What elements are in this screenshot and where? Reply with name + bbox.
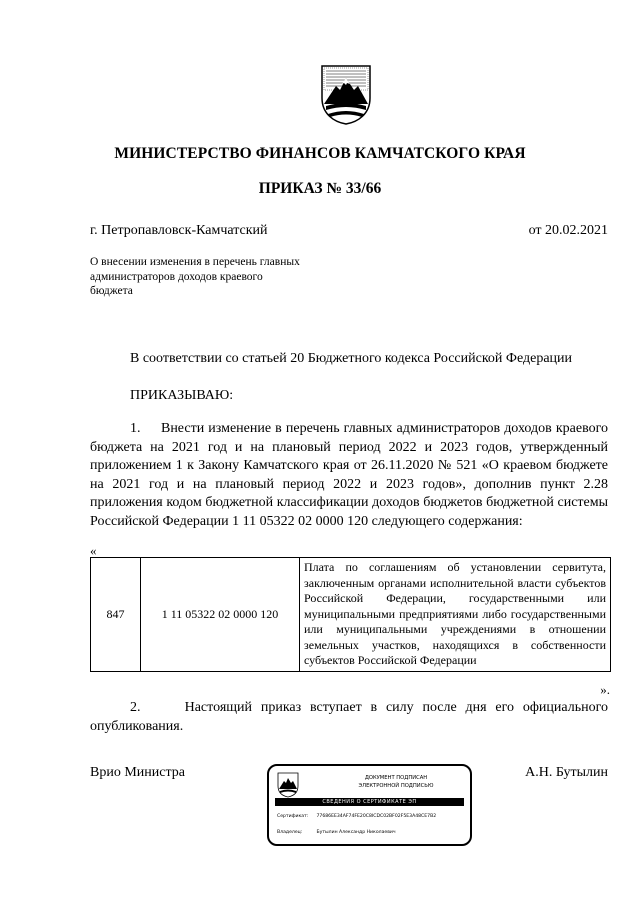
stamp-cert-bar: СВЕДЕНИЯ О СЕРТИФИКАТЕ ЭП [275,798,464,806]
order-title: ПРИКАЗ № 33/66 [258,180,382,197]
stamp-cert-value: 77686EE34AF74FE20C8ICDC02BF02F5E3A48CE7B2 [316,814,437,819]
item-2: 2. Настоящий приказ вступает в силу после дня его официального опубликования. [90,700,608,734]
stamp-cert-row [277,814,436,819]
kbk-code-cell: 1 11 05322 02 0000 120 [141,558,300,672]
stamp-header-line2: ЭЛЕКТРОННОЙ ПОДПИСЬЮ [358,783,434,789]
table-row [91,558,611,672]
order-subject: О внесении изменения в перечень главных администраторов доходов краевого бюджета [90,256,300,297]
stamp-cert-label: Сертификат: [277,814,309,819]
stamp-owner-row [277,830,396,835]
city: г. Петропавловск-Камчатский [90,223,268,238]
signer-title: Врио Министра [90,765,185,780]
admin-code-cell: 847 [91,558,141,672]
item-1: 1. Внести изменение в перечень главных администраторов доходов краевого бюджета на 2021 год и на плановый период 2022 и 2023 годов, утвержденный приложением 1 к Закону Камчатского края от 26.11.2020 № 521 «О краевом бюджете на 2021 год и на плановый период 2022 и 2023 годов», дополнив пункт 2.28 приложения кодом бюджетной классификации доходов бюджетов бюджетной системы Российской Федерации 1 11 05322 02 0000 120 следующего содержания: [90,421,608,529]
order-word: ПРИКАЗЫВАЮ: [130,388,234,403]
stamp-owner-label: Владелец: [277,830,303,835]
stamp-header [331,774,461,790]
legal-basis: В соответствии со статьей 20 Бюджетного кодекса Российской Федерации [130,351,573,366]
electronic-signature-stamp [267,764,472,846]
kbk-table [90,557,611,672]
ministry-name: МИНИСТЕРСТВО ФИНАНСОВ КАМЧАТСКОГО КРАЯ [114,145,526,162]
quote-open: « [90,543,97,558]
income-description-cell: Плата по соглашениям об установлении сервитута, заключенным органами исполнительной власти субъектов Российской Федерации, государственными или муниципальными предприятиями либо государственными или муниципальными учреждениями в отношении земельных участков, находящихся в собственности субъектов Российской Федерации [300,558,611,672]
stamp-emblem-icon [277,772,299,798]
order-date: от 20.02.2021 [528,223,608,238]
signer-name: А.Н. Бутылин [525,765,608,780]
quote-close: ». [600,682,610,697]
stamp-owner-value: Бутылин Александр Николаевич [316,830,396,835]
stamp-header-line1: ДОКУМЕНТ ПОДПИСАН [364,775,428,781]
kamchatka-coat-of-arms-icon [318,62,374,126]
